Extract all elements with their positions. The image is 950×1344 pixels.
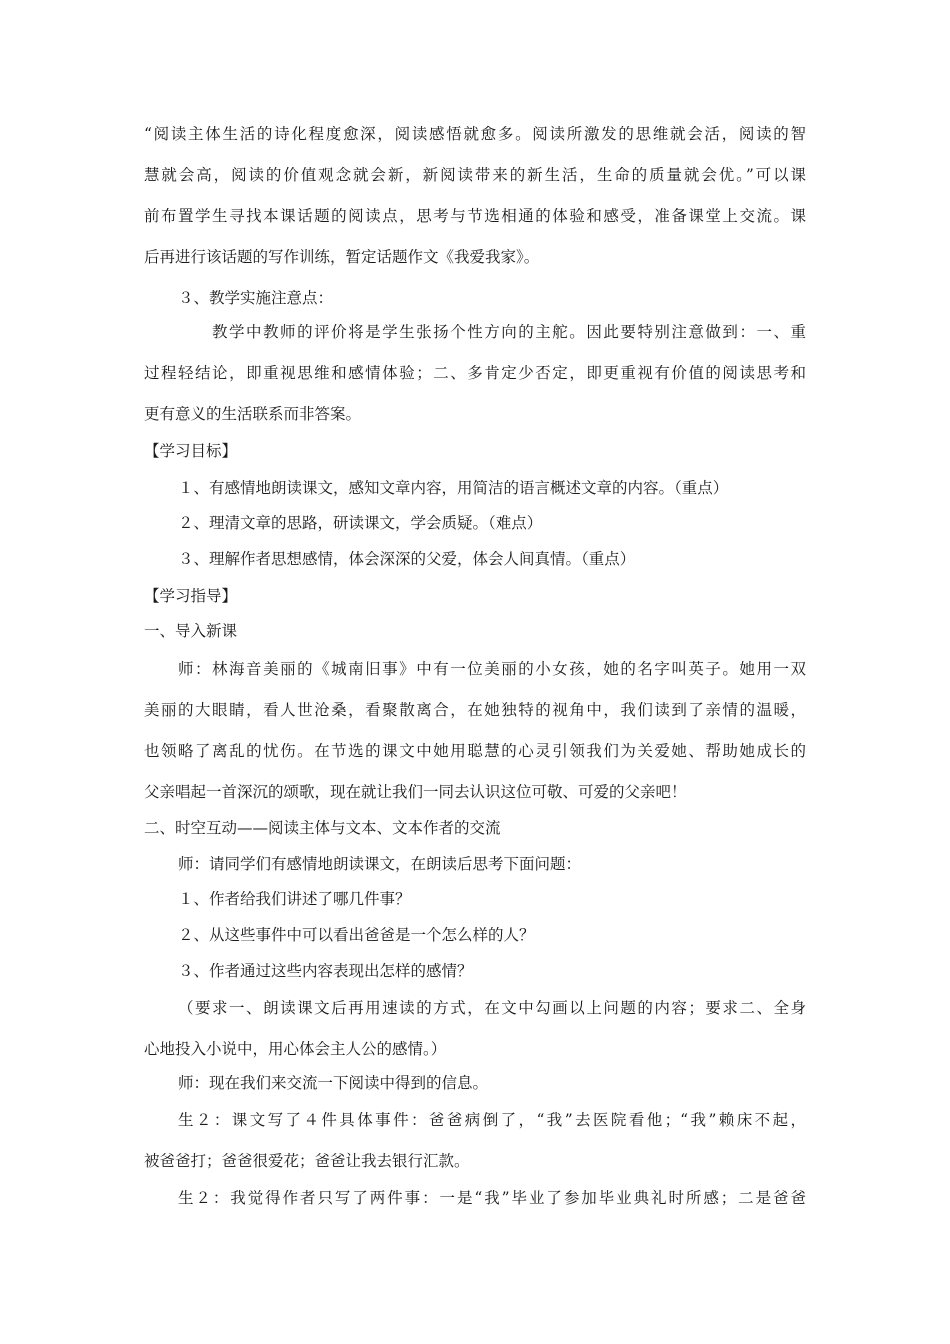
text-line: 教学中教师的评价将是学生张扬个性方向的主舵。因此要特别注意做到：一、重	[212, 323, 806, 341]
section-heading: ３、教学实施注意点：	[178, 289, 334, 307]
section-heading: 二、时空互动——阅读主体与文本、文本作者的交流	[144, 819, 501, 837]
text-line: “阅读主体生活的诗化程度愈深，阅读感悟就愈多。阅读所激发的思维就会活，阅读的智	[144, 125, 806, 143]
list-item: ２、理清文章的思路，研读课文，学会质疑。（难点）	[178, 514, 543, 532]
text-line: （要求一、朗读课文后再用速读的方式，在文中勾画以上问题的内容；要求二、全身	[178, 999, 806, 1017]
section-heading: 一、导入新课	[144, 622, 238, 640]
text-line: 师：现在我们来交流一下阅读中得到的信息。	[178, 1074, 489, 1092]
text-line: 心地投入小说中，用心体会主人公的感情。）	[144, 1040, 447, 1058]
text-line: 师：林海音美丽的《城南旧事》中有一位美丽的小女孩，她的名字叫英子。她用一双	[178, 660, 806, 678]
text-line: 也领略了离乱的忧伤。在节选的课文中她用聪慧的心灵引领我们为关爱她、帮助她成长的	[144, 742, 806, 760]
text-line: 更有意义的生活联系而非答案。	[144, 405, 362, 423]
section-heading-learning-guide: 【学习指导】	[144, 587, 238, 605]
text-line: 美丽的大眼睛，看人世沧桑，看聚散离合，在她独特的视角中，我们读到了亲情的温暖，	[144, 701, 806, 719]
text-line: 父亲唱起一首深沉的颂歌，现在就让我们一同去认识这位可敬、可爱的父亲吧！	[144, 783, 687, 801]
text-line: 生２：课文写了４件具体事件：爸爸病倒了，“我”去医院看他；“我”赖床不起，	[178, 1111, 806, 1129]
text-line: 师：请同学们有感情地朗读课文，在朗读后思考下面问题：	[178, 855, 582, 873]
section-heading-learning-goals: 【学习目标】	[144, 442, 238, 460]
list-item: １、有感情地朗读课文，感知文章内容，用简洁的语言概述文章的内容。（重点）	[178, 479, 729, 497]
text-line: 慧就会高，阅读的价值观念就会新，新阅读带来的新生活，生命的质量就会优。”可以课	[144, 166, 806, 184]
list-item: ３、作者通过这些内容表现出怎样的感情？	[178, 962, 473, 980]
list-item: １、作者给我们讲述了哪几件事？	[178, 890, 411, 908]
text-line: 被爸爸打；爸爸很爱花；爸爸让我去银行汇款。	[144, 1152, 470, 1170]
list-item: ２、从这些事件中可以看出爸爸是一个怎么样的人？	[178, 926, 535, 944]
text-line: 后再进行该话题的写作训练，暂定话题作文《我爱我家》。	[144, 248, 540, 266]
text-line: 生２：我觉得作者只写了两件事：一是“我”毕业了参加毕业典礼时所感；二是爸爸	[178, 1189, 806, 1207]
text-line: 过程轻结论，即重视思维和感情体验；二、多肯定少否定，即更重视有价值的阅读思考和	[144, 364, 806, 382]
text-line: 前布置学生寻找本课话题的阅读点，思考与节选相通的体验和感受，准备课堂上交流。课	[144, 207, 806, 225]
list-item: ３、理解作者思想感情，体会深深的父爱，体会人间真情。（重点）	[178, 550, 636, 568]
